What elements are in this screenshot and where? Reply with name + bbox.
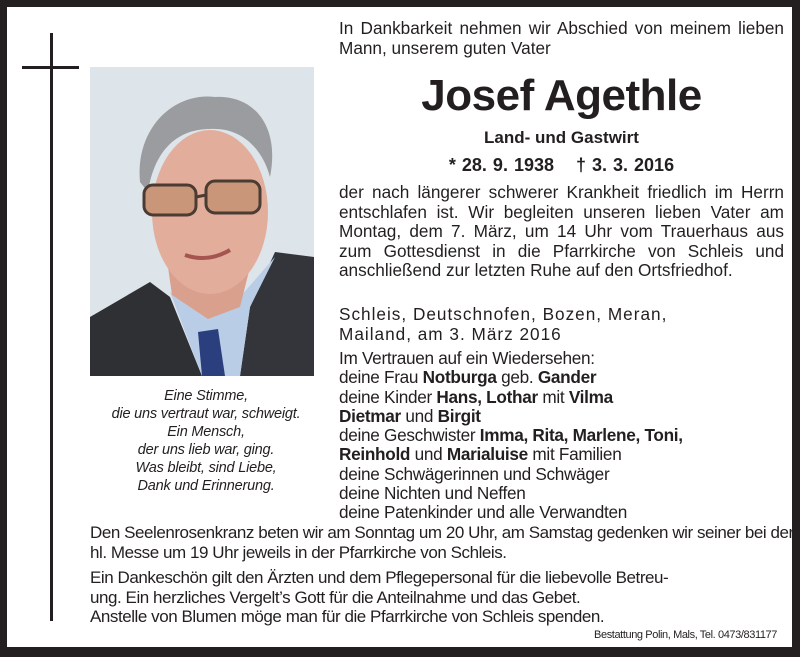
memorial-poem bbox=[77, 387, 335, 495]
poem-line: die uns vertraut war, schweigt. bbox=[111, 406, 301, 422]
profession: Land- und Gastwirt bbox=[484, 128, 639, 147]
place-line-1: Schleis, Deutschnofen, Bozen, Meran, bbox=[339, 304, 668, 324]
poem-line: Ein Mensch, bbox=[167, 424, 245, 440]
rosary-notice: Den Seelenrosenkranz beten wir am Sonntag um 20 Uhr, am Samstag gedenken wir seiner bei der hl. Messe um 19 Uhr jeweils in der Pfarrkirche von Schleis. bbox=[90, 523, 794, 562]
obituary-card bbox=[7, 7, 792, 647]
poem-line: der uns lieb war, ging. bbox=[137, 442, 275, 458]
family-nieces: deine Nichten und Neffen bbox=[339, 483, 526, 504]
family-godchildren: deine Patenkinder und alle Verwandten bbox=[339, 502, 627, 523]
poem-line: Eine Stimme, bbox=[164, 388, 248, 404]
intro-text: In Dankbarkeit nehmen wir Abschied von meinem lieben Mann, unserem guten Vater bbox=[339, 18, 784, 58]
family-opening: Im Vertrauen auf ein Wiedersehen: bbox=[339, 348, 595, 368]
mourners-list bbox=[339, 349, 784, 523]
family-wife: deine Frau Notburga geb. Gander bbox=[339, 367, 597, 388]
place-line-2: Mailand, am 3. März 2016 bbox=[339, 323, 562, 344]
family-children: deine Kinder Hans, Lothar mit Vilma bbox=[339, 386, 613, 407]
birth-date: * 28. 9. 1938 bbox=[448, 155, 554, 175]
family-siblings: deine Geschwister Imma, Rita, Marlene, Toni, bbox=[339, 425, 683, 446]
place-date bbox=[339, 305, 784, 344]
life-dates bbox=[339, 153, 784, 177]
thanks-line-1: Ein Dankeschön gilt den Ärzten und dem Pflegepersonal für die liebevolle Betreu- bbox=[90, 568, 669, 587]
poem-line: Dank und Erinnerung. bbox=[137, 478, 275, 494]
portrait-photo bbox=[90, 67, 314, 376]
deceased-name: Josef Agethle bbox=[421, 71, 702, 120]
death-date: † 3. 3. 2016 bbox=[576, 155, 675, 175]
family-siblings-2: Reinhold und Marialuise mit Familien bbox=[339, 444, 622, 465]
funeral-announcement: der nach längerer schwerer Krankheit friedlich im Herrn entschlafen ist. Wir begleiten unseren lieben Vater am Montag, dem 7. März, um 14 Uhr vom Trauerhaus aus zum Gottesdienst in die Pfarrkirche von Schleis und anschließend zur letzten Ruhe auf den Ortsfriedhof. bbox=[339, 182, 784, 280]
funeral-home-credit: Bestattung Polin, Mals, Tel. 0473/831177 bbox=[594, 629, 777, 641]
poem-line: Was bleibt, sind Liebe, bbox=[135, 460, 277, 476]
thanks-line-2: ung. Ein herzliches Vergelt’s Gott für die Anteilnahme und das Gebet. bbox=[90, 587, 581, 607]
family-children-2: Dietmar und Birgit bbox=[339, 405, 481, 426]
cross-bar bbox=[22, 66, 79, 69]
family-in-laws: deine Schwägerinnen und Schwäger bbox=[339, 463, 610, 484]
thanks-line-3: Anstelle von Blumen möge man für die Pfarrkirche von Schleis spenden. bbox=[90, 607, 605, 626]
latin-cross-icon bbox=[50, 33, 53, 621]
thanks-notice bbox=[90, 568, 795, 627]
